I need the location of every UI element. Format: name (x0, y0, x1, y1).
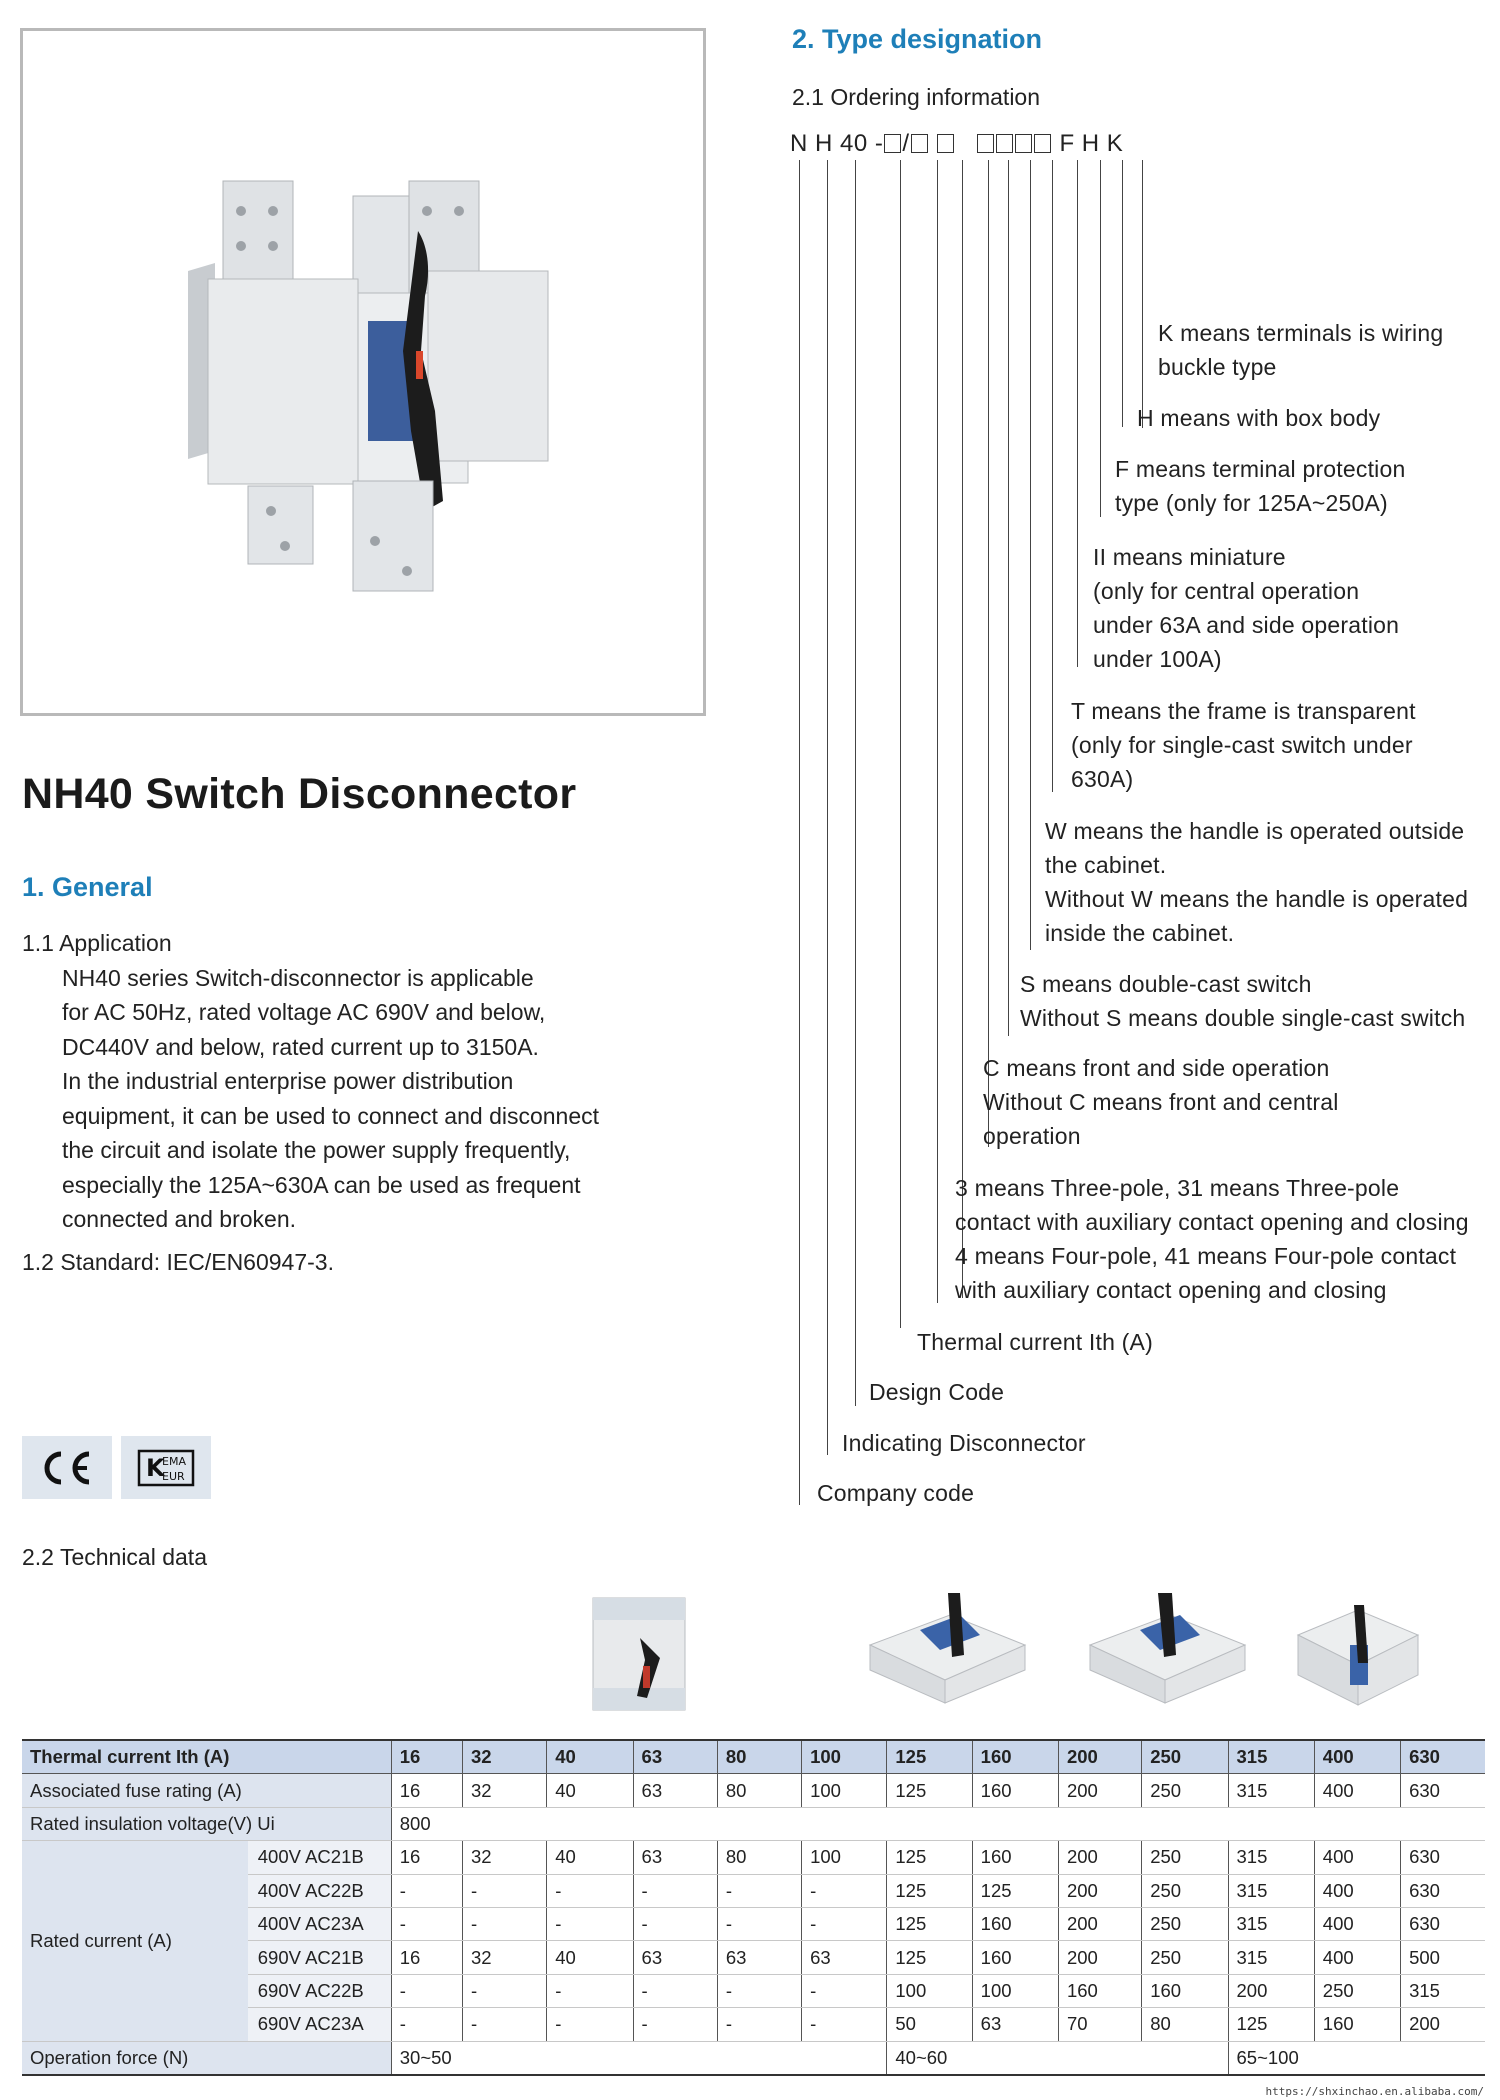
table-cell: 200 (1228, 1974, 1314, 2007)
table-cell: 40 (547, 1941, 633, 1974)
table-cell: 160 (972, 1907, 1058, 1940)
table-cell: - (462, 1907, 546, 1940)
row-sublabel: 690V AC21B (248, 1941, 391, 1974)
table-cell: 125 (887, 1841, 972, 1874)
desc-line: inside the cabinet. (1045, 920, 1235, 946)
application-line: equipment, it can be used to connect and disconnect (62, 1102, 600, 1129)
application-line: the circuit and isolate the power supply frequently, (62, 1137, 571, 1163)
table-header-row (22, 1740, 1485, 1774)
desc-line: Without W means the handle is operated (1045, 886, 1469, 912)
table-cell: 630 (1401, 1874, 1485, 1907)
table-cell: 125 (887, 1907, 972, 1940)
technical-data-table (22, 1739, 1485, 2076)
application-line: In the industrial enterprise power distribution (62, 1068, 514, 1094)
desc-line: the cabinet. (1045, 852, 1167, 878)
table-cell: 400 (1314, 1774, 1400, 1807)
designation-h (1137, 401, 1380, 435)
desc-line: II means miniature (1093, 544, 1286, 570)
table-cell: - (391, 1874, 462, 1907)
type-code (790, 130, 1123, 158)
table-cell: - (391, 1907, 462, 1940)
desc-line: Design Code (869, 1379, 1005, 1405)
code-box (1015, 134, 1032, 153)
desc-line: (only for central operation (1093, 578, 1360, 604)
desc-line: H means with box body (1137, 405, 1381, 431)
table-cell: 16 (391, 1774, 462, 1807)
table-cell: 500 (1401, 1941, 1485, 1974)
table-cell: - (391, 1974, 462, 2007)
table-cell: 160 (972, 1841, 1058, 1874)
table-cell: 80 (717, 1841, 801, 1874)
table-cell: 250 (1314, 1974, 1400, 2007)
table-cell: 40~60 (887, 2041, 1228, 2075)
table-header-cell: 80 (717, 1740, 801, 1774)
application-heading: 1.1 Application (22, 930, 172, 956)
table-header-cell: 315 (1228, 1740, 1314, 1774)
table-cell: 800 (391, 1807, 1485, 1840)
table-cell: 400 (1314, 1907, 1400, 1940)
switch-thumbnail (1288, 1595, 1428, 1715)
table-header-cell: 160 (972, 1740, 1058, 1774)
desc-line: 3 means Three-pole, 31 means Three-pole (955, 1175, 1400, 1201)
desc-line: F means terminal protection (1115, 456, 1406, 482)
designation-k (1158, 316, 1443, 384)
desc-line: buckle type (1158, 354, 1277, 380)
table-cell: 250 (1142, 1874, 1228, 1907)
product-thumb-four-pole (585, 1588, 695, 1723)
switch-thumbnail (1080, 1585, 1250, 1715)
table-cell: - (717, 1874, 801, 1907)
code-box (977, 134, 994, 153)
table-cell: 100 (802, 1774, 887, 1807)
table-row-force (22, 2041, 1485, 2075)
desc-line: Without C means front and central (983, 1089, 1339, 1115)
row-sublabel: 690V AC23A (248, 2008, 391, 2041)
designation-t (1071, 694, 1416, 796)
table-cell: 250 (1142, 1907, 1228, 1940)
row-label: Rated insulation voltage(V) Ui (22, 1807, 391, 1840)
code-slash: / (902, 130, 910, 157)
desc-line: W means the handle is operated outside (1045, 818, 1465, 844)
table-header-cell: 16 (391, 1740, 462, 1774)
table-header-cell: 125 (887, 1740, 972, 1774)
table-cell: 70 (1058, 2008, 1141, 2041)
desc-line: Thermal current Ith (A) (917, 1329, 1153, 1355)
application-line: for AC 50Hz, rated voltage AC 690V and below, (62, 999, 546, 1025)
table-cell: 160 (1314, 2008, 1400, 2041)
row-label: Associated fuse rating (A) (22, 1774, 391, 1807)
table-cell: 315 (1228, 1941, 1314, 1974)
application-line: especially the 125A~630A can be used as frequent (62, 1171, 581, 1198)
application-line: connected and broken. (62, 1206, 297, 1232)
table-header-cell: 630 (1401, 1740, 1485, 1774)
code-letter-n: N (790, 130, 808, 157)
table-cell: 125 (887, 1941, 972, 1974)
technical-heading: 2.2 Technical data (22, 1544, 207, 1570)
desc-line: under 63A and side operation (1093, 612, 1400, 638)
application-line: DC440V and below, rated current up to 3150A. (62, 1033, 539, 1060)
code-letter-f: F (1059, 130, 1075, 157)
ordering-heading: 2.1 Ordering information (792, 84, 1041, 110)
switch-thumbnail (585, 1588, 695, 1718)
table-cell: 32 (462, 1941, 546, 1974)
code-letter-k: K (1106, 130, 1124, 157)
desc-line: Company code (817, 1480, 975, 1506)
designation-ii (1093, 540, 1399, 676)
designation-c (983, 1051, 1339, 1153)
desc-line: type (only for 125A~250A) (1115, 490, 1388, 516)
ce-icon (37, 1448, 97, 1488)
code-box (884, 134, 901, 153)
kema-keur-mark (121, 1436, 211, 1499)
table-header-cell: 250 (1142, 1740, 1228, 1774)
table-cell: 400 (1314, 1941, 1400, 1974)
desc-line: S means double-cast switch (1020, 971, 1312, 997)
product-thumb-200-250 (1080, 1585, 1250, 1720)
table-cell: 40 (547, 1841, 633, 1874)
table-row-insulation (22, 1807, 1485, 1840)
table-cell: 315 (1401, 1974, 1485, 2007)
table-cell: - (547, 1874, 633, 1907)
general-text (22, 926, 599, 1279)
designation-design-code (869, 1375, 1004, 1409)
table-cell: 315 (1228, 1774, 1314, 1807)
row-label: Rated current (A) (22, 1841, 248, 2041)
table-row-fuse (22, 1774, 1485, 1807)
table-header-cell: 40 (547, 1740, 633, 1774)
code-box (1034, 134, 1051, 153)
table-cell: - (547, 1974, 633, 2007)
product-photo-frame (20, 28, 706, 716)
designation-w (1045, 814, 1468, 950)
table-header-cell: 32 (462, 1740, 546, 1774)
desc-line: 4 means Four-pole, 41 means Four-pole contact (955, 1243, 1457, 1269)
table-cell: 250 (1142, 1941, 1228, 1974)
table-cell: - (462, 1974, 546, 2007)
standard-text: 1.2 Standard: IEC/EN60947-3. (22, 1248, 334, 1275)
table-cell: 63 (633, 1941, 717, 1974)
table-cell: 630 (1401, 1841, 1485, 1874)
row-sublabel: 400V AC23A (248, 1907, 391, 1940)
table-cell: - (802, 1874, 887, 1907)
table-cell: 160 (1142, 1974, 1228, 2007)
table-cell: 125 (1228, 2008, 1314, 2041)
table-cell: - (462, 1874, 546, 1907)
designation-company-code (817, 1476, 974, 1510)
table-header-cell: 63 (633, 1740, 717, 1774)
kema-keur-icon (137, 1449, 195, 1487)
row-sublabel: 690V AC22B (248, 1974, 391, 2007)
table-cell: 63 (802, 1941, 887, 1974)
table-cell: - (547, 1907, 633, 1940)
table-cell: - (391, 2008, 462, 2041)
row-sublabel: 400V AC22B (248, 1874, 391, 1907)
table-cell: 100 (887, 1974, 972, 2007)
table-cell: 200 (1058, 1841, 1141, 1874)
table-cell: - (633, 1907, 717, 1940)
table-cell: 200 (1058, 1941, 1141, 1974)
code-dash: - (874, 130, 884, 157)
table-cell: 63 (972, 2008, 1058, 2041)
desc-line: Without S means double single-cast switch (1020, 1005, 1466, 1031)
svg-text:EUR: EUR (162, 1469, 185, 1483)
general-heading: 1. General (22, 872, 153, 902)
table-cell: - (717, 1907, 801, 1940)
table-cell: - (462, 2008, 546, 2041)
table-cell: 125 (972, 1874, 1058, 1907)
desc-line: K means terminals is wiring (1158, 320, 1444, 346)
desc-line: with auxiliary contact opening and closing (955, 1277, 1387, 1303)
table-cell: - (802, 1907, 887, 1940)
table-cell: 100 (802, 1841, 887, 1874)
table-cell: - (633, 1974, 717, 2007)
table-cell: 80 (717, 1774, 801, 1807)
table-cell: - (802, 1974, 887, 2007)
table-cell: 16 (391, 1941, 462, 1974)
table-cell: - (633, 2008, 717, 2041)
table-header-cell: 100 (802, 1740, 887, 1774)
table-cell: - (802, 2008, 887, 2041)
table-cell: 200 (1058, 1907, 1141, 1940)
table-header-label: Thermal current Ith (A) (22, 1740, 391, 1774)
table-cell: 315 (1228, 1907, 1314, 1940)
svg-text:K: K (146, 1453, 165, 1482)
table-cell: 80 (1142, 2008, 1228, 2041)
desc-line: (only for single-cast switch under (1071, 732, 1413, 758)
code-box (996, 134, 1013, 153)
switch-disconnector-illustration (23, 31, 703, 713)
switch-thumbnail (860, 1585, 1030, 1715)
desc-line: under 100A) (1093, 646, 1222, 672)
designation-f (1115, 452, 1405, 520)
table-cell: 315 (1228, 1874, 1314, 1907)
table-cell: 32 (462, 1774, 546, 1807)
table-header-cell: 400 (1314, 1740, 1400, 1774)
code-letter-h: H (815, 130, 833, 157)
table-cell: 250 (1142, 1774, 1228, 1807)
type-designation-heading: 2. Type designation (792, 24, 1043, 54)
table-cell: 400 (1314, 1874, 1400, 1907)
application-line: NH40 series Switch-disconnector is applicable (62, 964, 534, 991)
desc-line: C means front and side operation (983, 1055, 1330, 1081)
table-cell: 30~50 (391, 2041, 887, 2075)
row-label: Operation force (N) (22, 2041, 391, 2075)
designation-indicating (842, 1426, 1086, 1460)
designation-thermal-current (917, 1325, 1153, 1359)
code-number: 40 (840, 130, 868, 157)
table-cell: 200 (1058, 1774, 1141, 1807)
table-cell: 125 (887, 1874, 972, 1907)
designation-poles (955, 1171, 1469, 1307)
table-cell: 630 (1401, 1774, 1485, 1807)
svg-text:EMA: EMA (162, 1454, 186, 1468)
table-cell: 160 (1058, 1974, 1141, 2007)
page-title: NH40 Switch Disconnector (22, 770, 577, 818)
desc-line: operation (983, 1123, 1081, 1149)
product-thumb-125-160 (860, 1585, 1030, 1720)
code-letter-h2: H (1081, 130, 1100, 157)
table-cell: 315 (1228, 1841, 1314, 1874)
table-cell: 160 (972, 1941, 1058, 1974)
code-box (937, 134, 954, 153)
table-cell: 250 (1142, 1841, 1228, 1874)
desc-line: T means the frame is transparent (1071, 698, 1416, 724)
table-cell: - (717, 1974, 801, 2007)
table-header-cell: 200 (1058, 1740, 1141, 1774)
table-cell: 50 (887, 2008, 972, 2041)
designation-s (1020, 967, 1465, 1035)
table-row-rated (22, 1841, 1485, 1874)
table-cell: - (633, 1874, 717, 1907)
ce-mark (22, 1436, 112, 1499)
table-cell: - (717, 2008, 801, 2041)
table-cell: 200 (1058, 1874, 1141, 1907)
table-cell: 63 (633, 1774, 717, 1807)
desc-line: Indicating Disconnector (842, 1430, 1086, 1456)
table-cell: 40 (547, 1774, 633, 1807)
table-cell: 125 (887, 1774, 972, 1807)
row-sublabel: 400V AC21B (248, 1841, 391, 1874)
table-cell: 16 (391, 1841, 462, 1874)
table-cell: 32 (462, 1841, 546, 1874)
table-cell: 100 (972, 1974, 1058, 2007)
table-cell: 63 (633, 1841, 717, 1874)
table-cell: 400 (1314, 1841, 1400, 1874)
desc-line: contact with auxiliary contact opening and closing (955, 1209, 1469, 1235)
table-cell: 630 (1401, 1907, 1485, 1940)
table-cell: 63 (717, 1941, 801, 1974)
code-box (911, 134, 928, 153)
table-cell: 65~100 (1228, 2041, 1485, 2075)
table-cell: - (547, 2008, 633, 2041)
product-thumb-315-630 (1288, 1595, 1428, 1720)
table-cell: 160 (972, 1774, 1058, 1807)
footer-url: https://shxinchao.en.alibaba.com/ (1265, 2085, 1484, 2098)
desc-line: 630A) (1071, 766, 1134, 792)
table-cell: 200 (1401, 2008, 1485, 2041)
